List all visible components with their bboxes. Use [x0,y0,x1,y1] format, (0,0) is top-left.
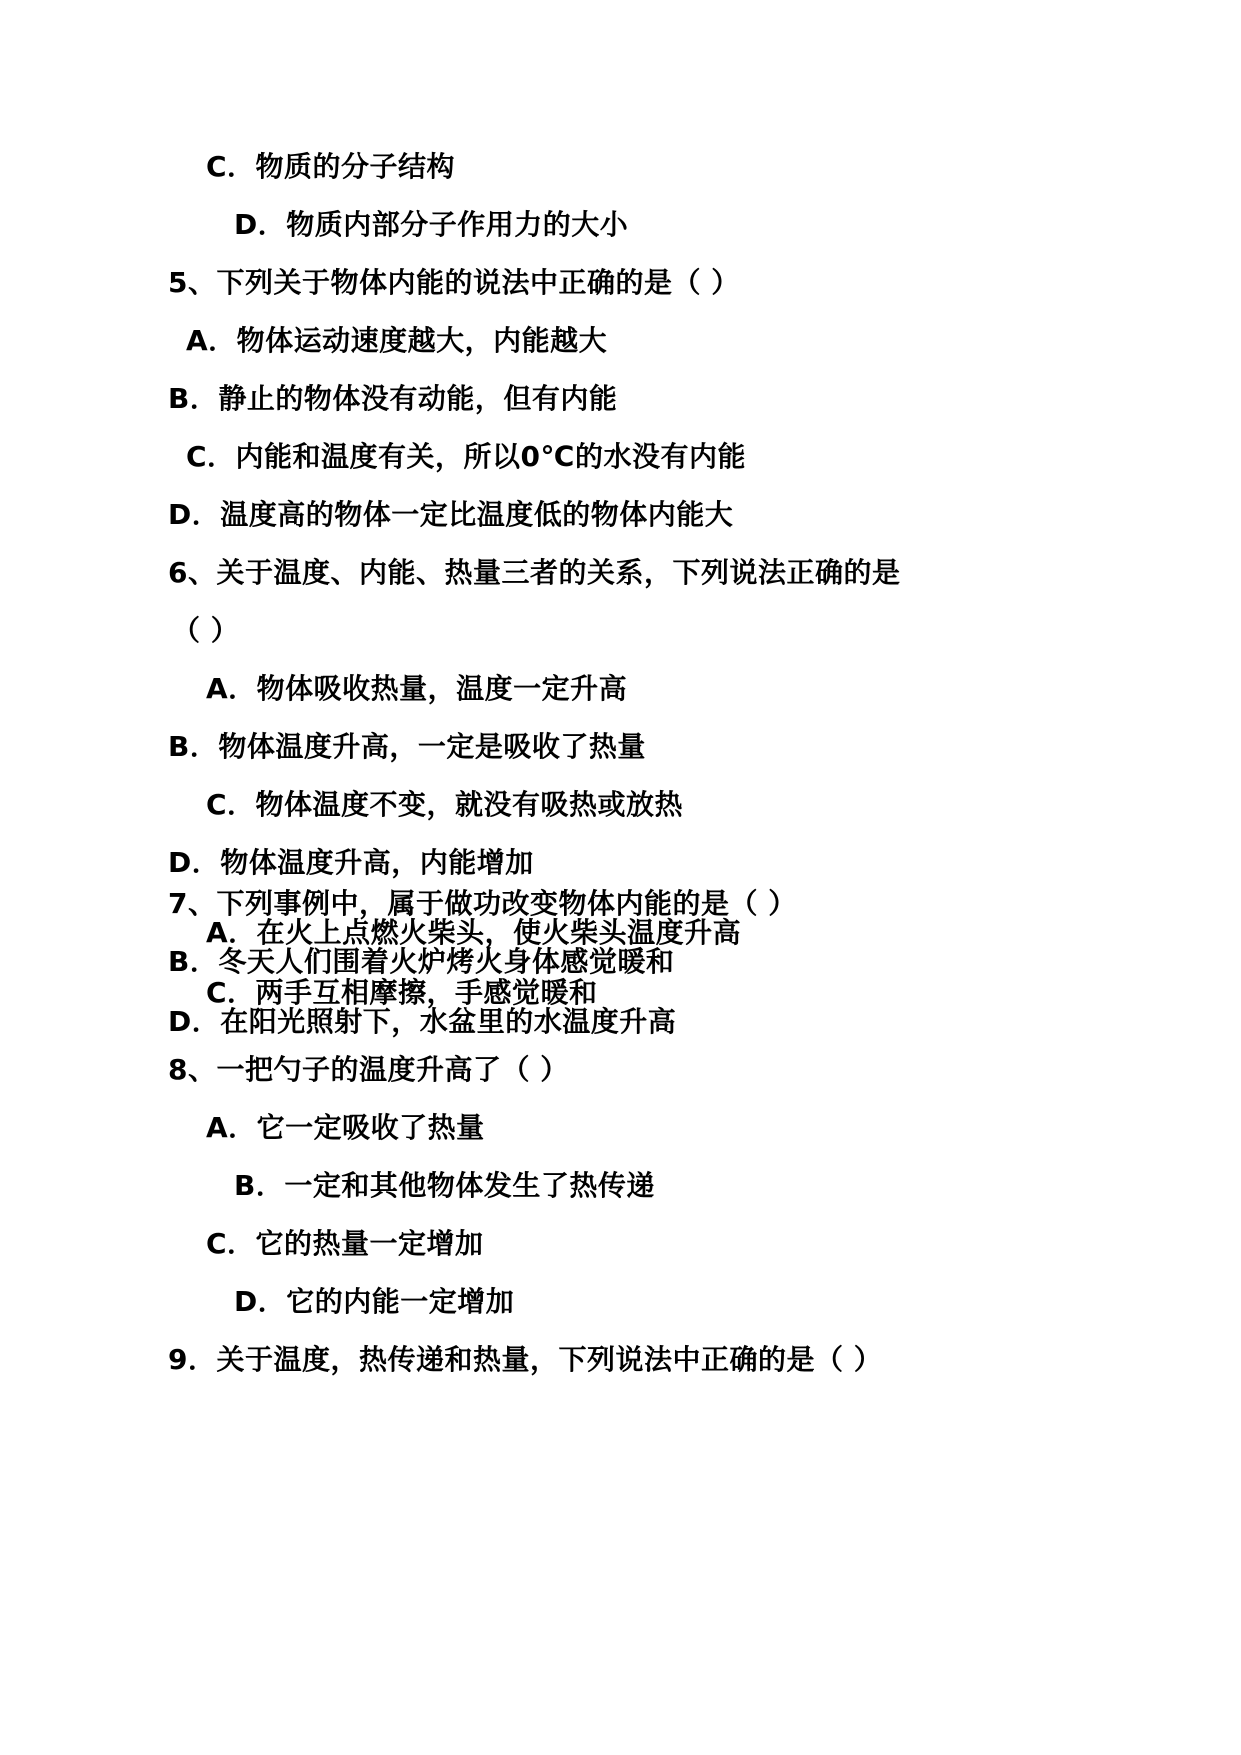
q8-option-a: A．它一定吸收了热量 [206,1111,485,1144]
q6-stem-bracket: （ ） [172,614,240,647]
q4-option-d: D．物质内部分子作用力的大小 [234,208,629,241]
q6-option-c: C．物体温度不变，就没有吸热或放热 [206,788,684,821]
q5-option-d: D．温度高的物体一定比温度低的物体内能大 [168,498,734,531]
q7-stem: 7、下列事例中，属于做功改变物体内能的是（ ） [168,887,797,920]
q8-stem: 8、一把勺子的温度升高了（ ） [168,1053,569,1086]
q7-option-d: D．在阳光照射下，水盆里的水温度升高 [168,1005,677,1038]
q5-option-b: B．静止的物体没有动能，但有内能 [168,382,618,415]
q9-stem: 9．关于温度，热传递和热量，下列说法中正确的是（ ） [168,1343,883,1376]
q5-option-c: C．内能和温度有关，所以0℃的水没有内能 [186,440,746,473]
q6-option-a: A．物体吸收热量，温度一定升高 [206,672,628,705]
q7-option-c: C．两手互相摩擦，手感觉暖和 [206,976,598,1009]
q6-option-b: B．物体温度升高，一定是吸收了热量 [168,730,646,763]
q8-option-d: D．它的内能一定增加 [234,1285,515,1318]
q5-option-a: A．物体运动速度越大，内能越大 [186,324,608,357]
q8-option-c: C．它的热量一定增加 [206,1227,484,1260]
q5-stem: 5、下列关于物体内能的说法中正确的是（ ） [168,266,740,299]
q8-option-b: B．一定和其他物体发生了热传递 [234,1169,655,1202]
q7-option-a: A．在火上点燃火柴头，使火柴头温度升高 [206,916,742,949]
q6-stem: 6、关于温度、内能、热量三者的关系，下列说法正确的是 [168,556,901,589]
q7-option-b: B．冬天人们围着火炉烤火身体感觉暖和 [168,945,675,978]
q4-option-c: C．物质的分子结构 [206,150,456,183]
q6-option-d: D．物体温度升高，内能增加 [168,846,534,879]
